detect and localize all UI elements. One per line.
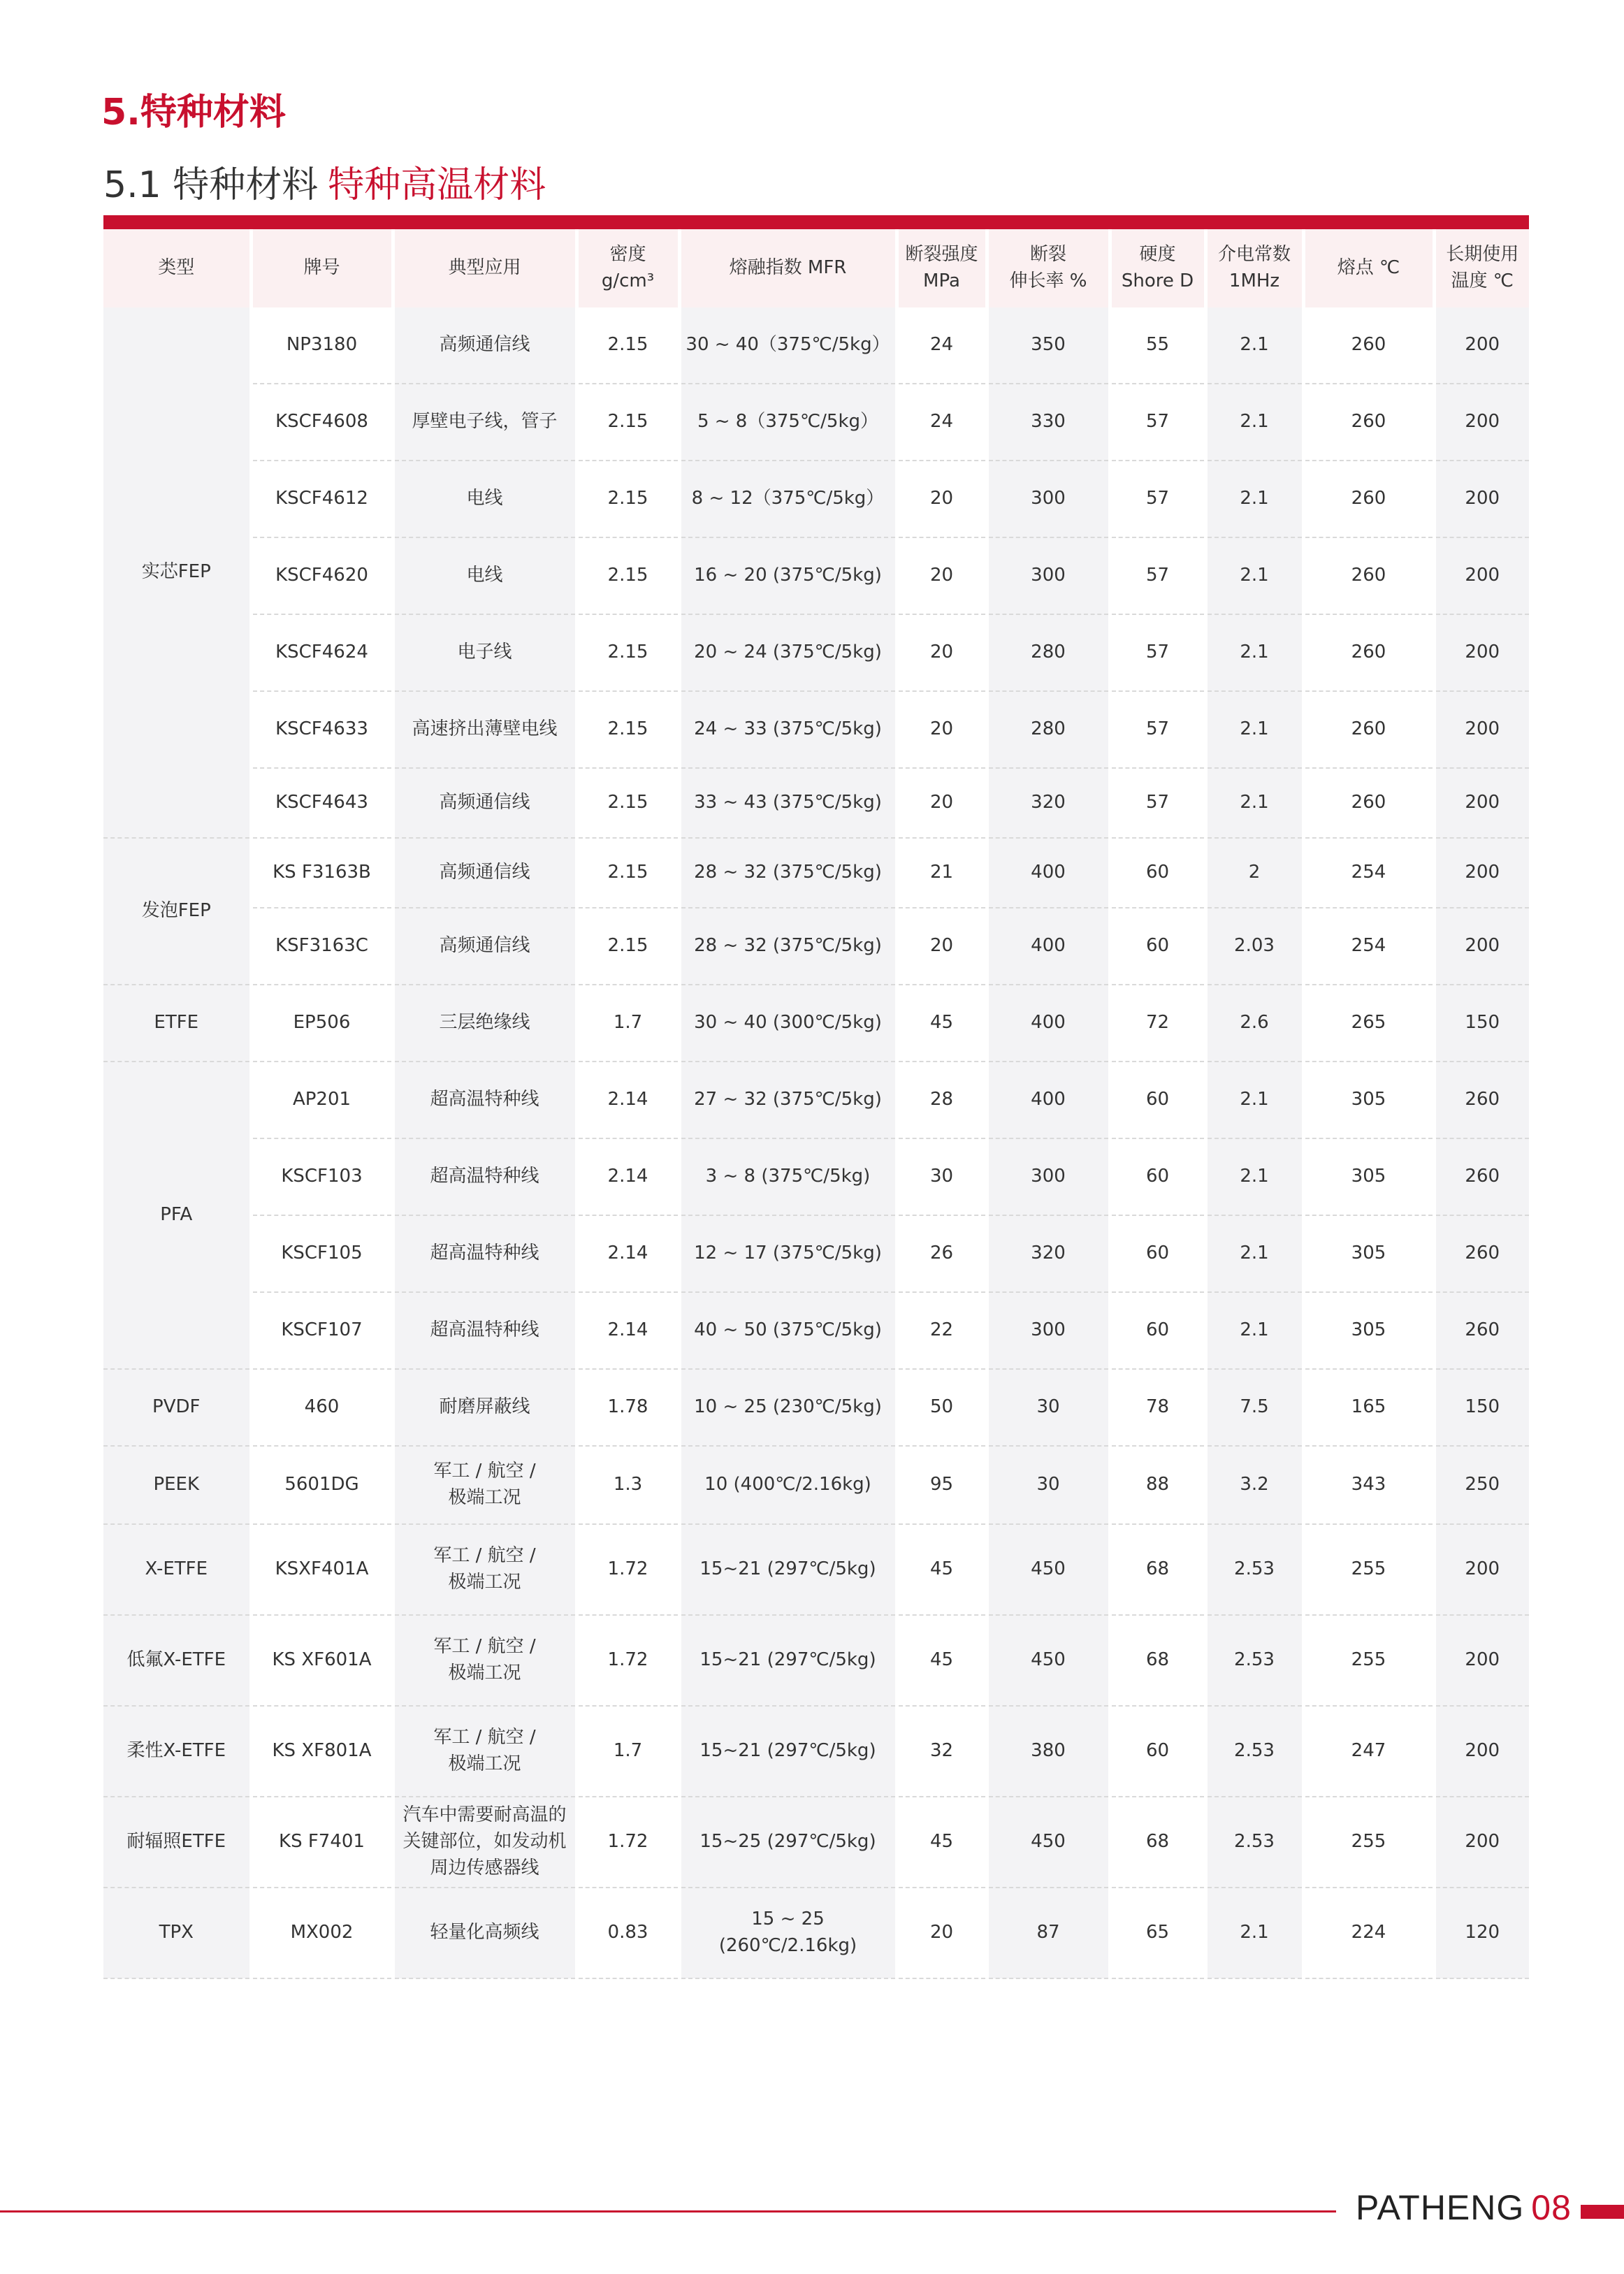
melting-cell: 165 bbox=[1303, 1369, 1434, 1446]
tensile-cell: 20 bbox=[897, 461, 987, 537]
melting-cell: 260 bbox=[1303, 461, 1434, 537]
header-hardness-line2: Shore D bbox=[1121, 270, 1194, 291]
dielectric-cell: 7.5 bbox=[1205, 1369, 1303, 1446]
dielectric-cell: 2.1 bbox=[1205, 1215, 1303, 1292]
elongation-cell: 400 bbox=[987, 838, 1110, 908]
density-cell: 1.72 bbox=[577, 1615, 679, 1706]
longterm-cell: 260 bbox=[1434, 1292, 1529, 1369]
dielectric-cell: 2.53 bbox=[1205, 1615, 1303, 1706]
category-cell: PEEK bbox=[103, 1446, 251, 1524]
mfr-cell: 3 ~ 8 (375℃/5kg) bbox=[679, 1138, 897, 1215]
longterm-cell: 200 bbox=[1434, 838, 1529, 908]
grade-cell: KSCF4633 bbox=[251, 691, 393, 768]
elongation-cell: 330 bbox=[987, 384, 1110, 461]
grade-cell: KSCF4624 bbox=[251, 614, 393, 691]
longterm-cell: 200 bbox=[1434, 691, 1529, 768]
grade-cell: KSXF401A bbox=[251, 1524, 393, 1615]
table-row bbox=[103, 1524, 1529, 1615]
dielectric-cell: 2.53 bbox=[1205, 1797, 1303, 1888]
header-elongation-line2: 伸长率 % bbox=[1009, 270, 1087, 291]
header-tensile bbox=[897, 229, 987, 307]
table-row bbox=[103, 985, 1529, 1062]
longterm-cell: 150 bbox=[1434, 1369, 1529, 1446]
application-cell: 轻量化高频线 bbox=[393, 1888, 577, 1978]
dielectric-cell: 2 bbox=[1205, 838, 1303, 908]
hardness-cell: 60 bbox=[1110, 1138, 1205, 1215]
footer-accent-block bbox=[1581, 2205, 1624, 2219]
elongation-cell: 380 bbox=[987, 1706, 1110, 1797]
density-cell: 1.3 bbox=[577, 1446, 679, 1524]
melting-cell: 305 bbox=[1303, 1138, 1434, 1215]
application-cell: 高速挤出薄壁电线 bbox=[393, 691, 577, 768]
melting-cell: 265 bbox=[1303, 985, 1434, 1062]
elongation-cell: 300 bbox=[987, 537, 1110, 614]
header-tensile-line2: MPa bbox=[923, 270, 960, 291]
application-cell: 超高温特种线 bbox=[393, 1215, 577, 1292]
density-cell: 2.15 bbox=[577, 908, 679, 985]
melting-cell: 305 bbox=[1303, 1062, 1434, 1138]
footer-brand bbox=[1356, 2187, 1572, 2228]
subtitle-number: 5.1 特种材料 bbox=[103, 164, 319, 206]
longterm-cell: 200 bbox=[1434, 1615, 1529, 1706]
grade-cell: KSCF105 bbox=[251, 1215, 393, 1292]
density-cell: 2.15 bbox=[577, 691, 679, 768]
mfr-cell: 28 ~ 32 (375℃/5kg) bbox=[679, 838, 897, 908]
density-cell: 2.15 bbox=[577, 307, 679, 384]
density-cell: 1.72 bbox=[577, 1524, 679, 1615]
mfr-cell: 40 ~ 50 (375℃/5kg) bbox=[679, 1292, 897, 1369]
application-cell: 超高温特种线 bbox=[393, 1138, 577, 1215]
elongation-cell: 320 bbox=[987, 1215, 1110, 1292]
hardness-cell: 55 bbox=[1110, 307, 1205, 384]
brand-name: PATHENG bbox=[1356, 2188, 1525, 2227]
mfr-cell: 15~25 (297℃/5kg) bbox=[679, 1797, 897, 1888]
table-row bbox=[103, 908, 1529, 985]
application-line: 周边传感器线 bbox=[430, 1857, 539, 1878]
table-row bbox=[103, 384, 1529, 461]
grade-cell: NP3180 bbox=[251, 307, 393, 384]
category-cell: PFA bbox=[103, 1062, 251, 1369]
header-elongation bbox=[987, 229, 1110, 307]
dielectric-cell: 2.1 bbox=[1205, 614, 1303, 691]
melting-cell: 247 bbox=[1303, 1706, 1434, 1797]
hardness-cell: 60 bbox=[1110, 1062, 1205, 1138]
tensile-cell: 45 bbox=[897, 1524, 987, 1615]
melting-cell: 255 bbox=[1303, 1615, 1434, 1706]
application-cell: 超高温特种线 bbox=[393, 1062, 577, 1138]
tensile-cell: 22 bbox=[897, 1292, 987, 1369]
mfr-cell: 33 ~ 43 (375℃/5kg) bbox=[679, 768, 897, 838]
tensile-cell: 24 bbox=[897, 384, 987, 461]
density-cell: 0.83 bbox=[577, 1888, 679, 1978]
melting-cell: 305 bbox=[1303, 1215, 1434, 1292]
application-line: 汽车中需要耐高温的 bbox=[403, 1804, 567, 1826]
grade-cell: KSCF103 bbox=[251, 1138, 393, 1215]
dielectric-cell: 2.1 bbox=[1205, 307, 1303, 384]
application-cell: 高频通信线 bbox=[393, 838, 577, 908]
application-line: 极端工况 bbox=[448, 1487, 521, 1508]
tensile-cell: 20 bbox=[897, 614, 987, 691]
header-dielectric-line2: 1MHz bbox=[1228, 270, 1280, 291]
header-longterm-line1: 长期使用 bbox=[1446, 244, 1519, 266]
table-top-bar bbox=[103, 215, 1529, 229]
mfr-cell: 30 ~ 40（375℃/5kg） bbox=[679, 307, 897, 384]
elongation-cell: 320 bbox=[987, 768, 1110, 838]
longterm-cell: 150 bbox=[1434, 985, 1529, 1062]
grade-cell: KSCF4620 bbox=[251, 537, 393, 614]
elongation-cell: 280 bbox=[987, 691, 1110, 768]
hardness-cell: 57 bbox=[1110, 614, 1205, 691]
tensile-cell: 28 bbox=[897, 1062, 987, 1138]
longterm-cell: 200 bbox=[1434, 384, 1529, 461]
table-row bbox=[103, 1215, 1529, 1292]
application-cell: 高频通信线 bbox=[393, 307, 577, 384]
longterm-cell: 250 bbox=[1434, 1446, 1529, 1524]
grade-cell: KSCF4608 bbox=[251, 384, 393, 461]
mfr-cell: 8 ~ 12（375℃/5kg） bbox=[679, 461, 897, 537]
longterm-cell: 200 bbox=[1434, 537, 1529, 614]
elongation-cell: 300 bbox=[987, 461, 1110, 537]
table-row bbox=[103, 614, 1529, 691]
hardness-cell: 60 bbox=[1110, 1706, 1205, 1797]
mfr-cell: 20 ~ 24 (375℃/5kg) bbox=[679, 614, 897, 691]
mfr-cell: 15 ~ 25 (260℃/2.16kg) bbox=[679, 1888, 897, 1978]
melting-cell: 260 bbox=[1303, 768, 1434, 838]
header-mfr: 熔融指数 MFR bbox=[679, 229, 897, 307]
melting-cell: 254 bbox=[1303, 838, 1434, 908]
elongation-cell: 30 bbox=[987, 1369, 1110, 1446]
tensile-cell: 45 bbox=[897, 1615, 987, 1706]
grade-cell: KSCF107 bbox=[251, 1292, 393, 1369]
dielectric-cell: 2.1 bbox=[1205, 1138, 1303, 1215]
grade-cell: MX002 bbox=[251, 1888, 393, 1978]
header-elongation-line1: 断裂 bbox=[1029, 244, 1066, 266]
application-line: 军工 / 航空 / bbox=[433, 1461, 536, 1482]
density-cell: 2.15 bbox=[577, 384, 679, 461]
elongation-cell: 30 bbox=[987, 1446, 1110, 1524]
density-cell: 2.15 bbox=[577, 838, 679, 908]
header-melting: 熔点 ℃ bbox=[1303, 229, 1434, 307]
table-header-row bbox=[103, 229, 1529, 307]
table-row bbox=[103, 1138, 1529, 1215]
elongation-cell: 450 bbox=[987, 1524, 1110, 1615]
mfr-cell: 16 ~ 20 (375℃/5kg) bbox=[679, 537, 897, 614]
table-row bbox=[103, 1706, 1529, 1797]
mfr-cell: 10 ~ 25 (230℃/5kg) bbox=[679, 1369, 897, 1446]
elongation-cell: 450 bbox=[987, 1797, 1110, 1888]
table-row bbox=[103, 1446, 1529, 1524]
melting-cell: 255 bbox=[1303, 1797, 1434, 1888]
header-longterm-line2: 温度 ℃ bbox=[1451, 270, 1514, 291]
application-cell: 高频通信线 bbox=[393, 908, 577, 985]
table-row bbox=[103, 307, 1529, 384]
hardness-cell: 60 bbox=[1110, 1292, 1205, 1369]
grade-cell: KS XF601A bbox=[251, 1615, 393, 1706]
table-row bbox=[103, 461, 1529, 537]
longterm-cell: 200 bbox=[1434, 908, 1529, 985]
elongation-cell: 300 bbox=[987, 1292, 1110, 1369]
elongation-cell: 87 bbox=[987, 1888, 1110, 1978]
density-cell: 2.15 bbox=[577, 537, 679, 614]
longterm-cell: 260 bbox=[1434, 1215, 1529, 1292]
table-row bbox=[103, 537, 1529, 614]
hardness-cell: 88 bbox=[1110, 1446, 1205, 1524]
category-cell: 耐辐照ETFE bbox=[103, 1797, 251, 1888]
density-cell: 1.72 bbox=[577, 1797, 679, 1888]
melting-cell: 224 bbox=[1303, 1888, 1434, 1978]
application-cell: 超高温特种线 bbox=[393, 1292, 577, 1369]
tensile-cell: 20 bbox=[897, 768, 987, 838]
melting-cell: 260 bbox=[1303, 384, 1434, 461]
application-line: 军工 / 航空 / bbox=[433, 1545, 536, 1567]
tensile-cell: 20 bbox=[897, 1888, 987, 1978]
density-cell: 2.15 bbox=[577, 614, 679, 691]
tensile-cell: 24 bbox=[897, 307, 987, 384]
application-cell: 耐磨屏蔽线 bbox=[393, 1369, 577, 1446]
header-application: 典型应用 bbox=[393, 229, 577, 307]
application-line: 极端工况 bbox=[448, 1663, 521, 1683]
application-line: 军工 / 航空 / bbox=[433, 1727, 536, 1748]
longterm-cell: 200 bbox=[1434, 1524, 1529, 1615]
density-cell: 2.14 bbox=[577, 1292, 679, 1369]
longterm-cell: 200 bbox=[1434, 1706, 1529, 1797]
dielectric-cell: 2.53 bbox=[1205, 1524, 1303, 1615]
hardness-cell: 57 bbox=[1110, 768, 1205, 838]
category-cell: 发泡FEP bbox=[103, 838, 251, 985]
header-hardness bbox=[1110, 229, 1205, 307]
category-cell: 实芯FEP bbox=[103, 307, 251, 838]
category-cell: PVDF bbox=[103, 1369, 251, 1446]
hardness-cell: 60 bbox=[1110, 1215, 1205, 1292]
dielectric-cell: 2.1 bbox=[1205, 461, 1303, 537]
header-type: 类型 bbox=[103, 229, 251, 307]
mfr-cell: 27 ~ 32 (375℃/5kg) bbox=[679, 1062, 897, 1138]
hardness-cell: 68 bbox=[1110, 1797, 1205, 1888]
hardness-cell: 72 bbox=[1110, 985, 1205, 1062]
density-cell: 1.78 bbox=[577, 1369, 679, 1446]
grade-cell: AP201 bbox=[251, 1062, 393, 1138]
grade-cell: 5601DG bbox=[251, 1446, 393, 1524]
longterm-cell: 260 bbox=[1434, 1062, 1529, 1138]
dielectric-cell: 2.6 bbox=[1205, 985, 1303, 1062]
application-cell bbox=[393, 1706, 577, 1797]
table-row bbox=[103, 1615, 1529, 1706]
application-line: 极端工况 bbox=[448, 1572, 521, 1593]
dielectric-cell: 2.1 bbox=[1205, 1062, 1303, 1138]
tensile-cell: 95 bbox=[897, 1446, 987, 1524]
header-density: 密度 g/cm³ bbox=[577, 229, 679, 307]
longterm-cell: 200 bbox=[1434, 614, 1529, 691]
mfr-cell: 30 ~ 40 (300℃/5kg) bbox=[679, 985, 897, 1062]
footer-rule bbox=[0, 2210, 1336, 2213]
category-cell: 低氟X-ETFE bbox=[103, 1615, 251, 1706]
density-cell: 2.14 bbox=[577, 1215, 679, 1292]
application-cell: 厚壁电子线，管子 bbox=[393, 384, 577, 461]
tensile-cell: 26 bbox=[897, 1215, 987, 1292]
application-cell: 电线 bbox=[393, 461, 577, 537]
melting-cell: 305 bbox=[1303, 1292, 1434, 1369]
hardness-cell: 60 bbox=[1110, 838, 1205, 908]
dielectric-cell: 2.1 bbox=[1205, 384, 1303, 461]
category-cell: TPX bbox=[103, 1888, 251, 1978]
melting-cell: 260 bbox=[1303, 537, 1434, 614]
table-row bbox=[103, 1888, 1529, 1978]
hardness-cell: 57 bbox=[1110, 537, 1205, 614]
hardness-cell: 68 bbox=[1110, 1615, 1205, 1706]
grade-cell: KS F3163B bbox=[251, 838, 393, 908]
dielectric-cell: 2.03 bbox=[1205, 908, 1303, 985]
dielectric-cell: 2.1 bbox=[1205, 691, 1303, 768]
dielectric-cell: 2.1 bbox=[1205, 768, 1303, 838]
longterm-cell: 200 bbox=[1434, 768, 1529, 838]
header-dielectric-line1: 介电常数 bbox=[1217, 244, 1291, 266]
grade-cell: KSCF4643 bbox=[251, 768, 393, 838]
table-row bbox=[103, 1797, 1529, 1888]
tensile-cell: 45 bbox=[897, 1797, 987, 1888]
hardness-cell: 65 bbox=[1110, 1888, 1205, 1978]
category-cell: ETFE bbox=[103, 985, 251, 1062]
subtitle-highlight: 特种高温材料 bbox=[328, 164, 546, 206]
table-row bbox=[103, 1369, 1529, 1446]
melting-cell: 260 bbox=[1303, 691, 1434, 768]
table-row bbox=[103, 1062, 1529, 1138]
application-line: 关键部位，如发动机 bbox=[403, 1831, 567, 1853]
application-cell: 电子线 bbox=[393, 614, 577, 691]
page-number: 08 bbox=[1531, 2188, 1572, 2227]
tensile-cell: 45 bbox=[897, 985, 987, 1062]
application-cell bbox=[393, 1524, 577, 1615]
tensile-cell: 21 bbox=[897, 838, 987, 908]
elongation-cell: 280 bbox=[987, 614, 1110, 691]
density-cell: 1.7 bbox=[577, 985, 679, 1062]
mfr-cell: 15~21 (297℃/5kg) bbox=[679, 1706, 897, 1797]
header-longterm bbox=[1434, 229, 1529, 307]
application-line: 军工 / 航空 / bbox=[433, 1636, 536, 1658]
longterm-cell: 200 bbox=[1434, 461, 1529, 537]
section-title: 5.特种材料 bbox=[101, 92, 286, 133]
elongation-cell: 350 bbox=[987, 307, 1110, 384]
category-cell: X-ETFE bbox=[103, 1524, 251, 1615]
melting-cell: 255 bbox=[1303, 1524, 1434, 1615]
elongation-cell: 400 bbox=[987, 1062, 1110, 1138]
mfr-cell: 10 (400℃/2.16kg) bbox=[679, 1446, 897, 1524]
elongation-cell: 450 bbox=[987, 1615, 1110, 1706]
density-cell: 2.15 bbox=[577, 768, 679, 838]
mfr-cell: 12 ~ 17 (375℃/5kg) bbox=[679, 1215, 897, 1292]
hardness-cell: 57 bbox=[1110, 461, 1205, 537]
table-row bbox=[103, 691, 1529, 768]
longterm-cell: 120 bbox=[1434, 1888, 1529, 1978]
grade-cell: KS XF801A bbox=[251, 1706, 393, 1797]
hardness-cell: 57 bbox=[1110, 384, 1205, 461]
tensile-cell: 30 bbox=[897, 1138, 987, 1215]
header-hardness-line1: 硬度 bbox=[1139, 244, 1176, 266]
grade-cell: KS F7401 bbox=[251, 1797, 393, 1888]
hardness-cell: 60 bbox=[1110, 908, 1205, 985]
elongation-cell: 300 bbox=[987, 1138, 1110, 1215]
melting-cell: 254 bbox=[1303, 908, 1434, 985]
application-cell: 三层绝缘线 bbox=[393, 985, 577, 1062]
density-cell: 2.14 bbox=[577, 1138, 679, 1215]
mfr-cell: 5 ~ 8（375℃/5kg） bbox=[679, 384, 897, 461]
application-cell bbox=[393, 1797, 577, 1888]
application-line: 极端工况 bbox=[448, 1753, 521, 1774]
page-subtitle bbox=[103, 155, 546, 208]
application-cell: 高频通信线 bbox=[393, 768, 577, 838]
mfr-cell: 24 ~ 33 (375℃/5kg) bbox=[679, 691, 897, 768]
grade-cell: KSCF4612 bbox=[251, 461, 393, 537]
elongation-cell: 400 bbox=[987, 985, 1110, 1062]
tensile-cell: 32 bbox=[897, 1706, 987, 1797]
material-spec-table bbox=[103, 229, 1529, 1979]
mfr-cell: 15~21 (297℃/5kg) bbox=[679, 1615, 897, 1706]
dielectric-cell: 2.1 bbox=[1205, 1292, 1303, 1369]
grade-cell: EP506 bbox=[251, 985, 393, 1062]
dielectric-cell: 2.1 bbox=[1205, 1888, 1303, 1978]
grade-cell: KSF3163C bbox=[251, 908, 393, 985]
dielectric-cell: 2.53 bbox=[1205, 1706, 1303, 1797]
grade-cell: 460 bbox=[251, 1369, 393, 1446]
mfr-cell: 28 ~ 32 (375℃/5kg) bbox=[679, 908, 897, 985]
hardness-cell: 78 bbox=[1110, 1369, 1205, 1446]
dielectric-cell: 2.1 bbox=[1205, 537, 1303, 614]
hardness-cell: 68 bbox=[1110, 1524, 1205, 1615]
table-row bbox=[103, 768, 1529, 838]
application-cell bbox=[393, 1446, 577, 1524]
longterm-cell: 200 bbox=[1434, 307, 1529, 384]
longterm-cell: 200 bbox=[1434, 1797, 1529, 1888]
melting-cell: 343 bbox=[1303, 1446, 1434, 1524]
elongation-cell: 400 bbox=[987, 908, 1110, 985]
density-cell: 2.14 bbox=[577, 1062, 679, 1138]
tensile-cell: 20 bbox=[897, 691, 987, 768]
header-grade: 牌号 bbox=[251, 229, 393, 307]
application-cell: 电线 bbox=[393, 537, 577, 614]
table-row bbox=[103, 1292, 1529, 1369]
category-cell: 柔性X-ETFE bbox=[103, 1706, 251, 1797]
mfr-cell: 15~21 (297℃/5kg) bbox=[679, 1524, 897, 1615]
header-tensile-line1: 断裂强度 bbox=[905, 244, 978, 266]
tensile-cell: 20 bbox=[897, 908, 987, 985]
dielectric-cell: 3.2 bbox=[1205, 1446, 1303, 1524]
application-cell bbox=[393, 1615, 577, 1706]
density-cell: 1.7 bbox=[577, 1706, 679, 1797]
hardness-cell: 57 bbox=[1110, 691, 1205, 768]
longterm-cell: 260 bbox=[1434, 1138, 1529, 1215]
tensile-cell: 50 bbox=[897, 1369, 987, 1446]
header-dielectric bbox=[1205, 229, 1303, 307]
tensile-cell: 20 bbox=[897, 537, 987, 614]
density-cell: 2.15 bbox=[577, 461, 679, 537]
melting-cell: 260 bbox=[1303, 614, 1434, 691]
table-row bbox=[103, 838, 1529, 908]
melting-cell: 260 bbox=[1303, 307, 1434, 384]
